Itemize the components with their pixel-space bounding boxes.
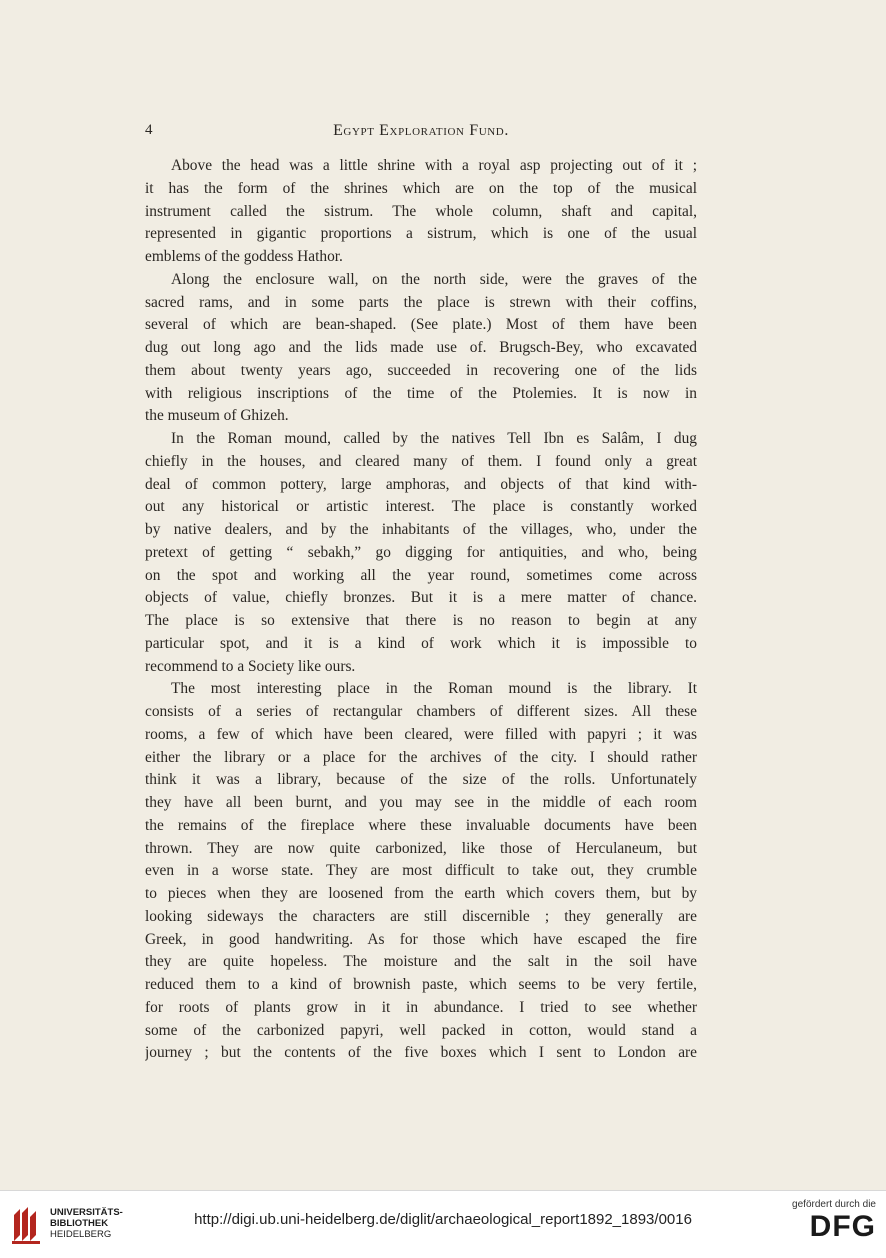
text-line: by native dealers, and by the inhabitants of the villages, who, under the (145, 521, 697, 538)
text-line: journey ; but the contents of the five boxes which I sent to London are (145, 1044, 697, 1062)
text-line: objects of value, chiefly bronzes. But it is a mere matter of chance. (145, 589, 697, 607)
text-line: The place is so extensive that there is no reason to begin at any (145, 612, 697, 629)
text-line: several of which are bean-shaped. (See plate.) Most of them have been (145, 316, 697, 334)
text-line: reduced them to a kind of brownish paste, which seems to be very fertile, (145, 976, 697, 993)
text-line: Greek, in good handwriting. As for those which have escaped the fire (145, 930, 697, 948)
text-line: looking sideways the characters are still discernible ; they generally are (145, 907, 697, 925)
text-line: for roots of plants grow in it in abundance. I tried to see whether (145, 998, 697, 1016)
paragraph (145, 678, 697, 1065)
text-line: recommend to a Society like ours. (145, 657, 356, 675)
library-line-1: UNIVERSITÄTS- (50, 1207, 123, 1218)
text-line: In the Roman mound, called by the natives Tell Ibn es Salâm, I dug (171, 430, 697, 447)
text-line: the museum of Ghizeh. (145, 407, 289, 425)
text-line: rooms, a few of which have been cleared, were filled with papyri ; it was (145, 725, 697, 743)
text-line: some of the carbonized papyri, well packed in cotton, would stand a (145, 1021, 697, 1039)
text-line: chiefly in the houses, and cleared many of them. I found only a great (145, 452, 697, 470)
viewer-footer (0, 1190, 886, 1258)
text-line: either the library or a place for the archives of the city. I should rather (145, 748, 697, 766)
text-line: instrument called the sistrum. The whole column, shaft and capital, (145, 202, 697, 220)
text-line: pretext of getting “ sebakh,” go digging for antiquities, and who, being (145, 543, 697, 561)
text-line: The most interesting place in the Roman mound is the library. It (171, 680, 697, 698)
text-line: on the spot and working all the year round, sometimes come across (145, 566, 697, 584)
dfg-logo[interactable] (766, 1199, 876, 1251)
text-line: sacred rams, and in some parts the place is strewn with their coffins, (145, 293, 697, 311)
paragraph (145, 428, 697, 678)
text-line: they are quite hopeless. The moisture and the salt in the soil have (145, 953, 697, 971)
text-line: emblems of the goddess Hathor. (145, 248, 343, 265)
text-line: consists of a series of rectangular chambers of different sizes. All these (145, 703, 697, 720)
text-line: them about twenty years ago, succeeded in recovering one of the lids (145, 361, 697, 379)
text-line: deal of common pottery, large amphoras, and objects of that kind with- (145, 475, 697, 493)
body-text (145, 155, 697, 1065)
text-line: to pieces when they are loosened from the earth which covers them, but by (145, 885, 697, 902)
paragraph (145, 269, 697, 428)
text-line: they have all been burnt, and you may see in the middle of each room (145, 794, 697, 811)
library-line-3: HEIDELBERG (50, 1229, 112, 1240)
page-header (145, 122, 697, 144)
page-number: 4 (145, 122, 153, 138)
text-line: the remains of the fireplace where these invaluable documents have been (145, 816, 697, 834)
text-line: dug out long ago and the lids made use of. Brugsch-Bey, who excavated (145, 339, 697, 356)
text-line: out any historical or artistic interest. The place is constantly worked (145, 498, 697, 516)
paragraph (145, 155, 697, 269)
text-line: represented in gigantic proportions a sistrum, which is one of the usual (145, 225, 697, 243)
permalink-url[interactable]: http://digi.ub.uni-heidelberg.de/diglit/archaeological_report1892_1893/0016 (194, 1211, 692, 1228)
text-line: it has the form of the shrines which are on the top of the musical (145, 179, 697, 197)
running-title: Egypt Exploration Fund. (333, 122, 509, 139)
text-line: think it was a library, because of the size of the rolls. Unfortunately (145, 771, 697, 789)
library-line-2: BIBLIOTHEK (50, 1218, 109, 1229)
text-line: Along the enclosure wall, on the north side, were the graves of the (171, 270, 697, 288)
funding-note: gefördert durch die (792, 1199, 876, 1210)
text-line: with religious inscriptions of the time of the Ptolemies. It is now in (145, 384, 697, 402)
text-line: particular spot, and it is a kind of work which it is impossible to (145, 634, 697, 652)
text-line: Above the head was a little shrine with a royal asp projecting out of it ; (171, 157, 697, 174)
dfg-wordmark: DFG (809, 1210, 876, 1243)
text-line: even in a worse state. They are most difficult to take out, they crumble (145, 862, 697, 880)
text-line: thrown. They are now quite carbonized, like those of Herculaneum, but (145, 839, 697, 857)
